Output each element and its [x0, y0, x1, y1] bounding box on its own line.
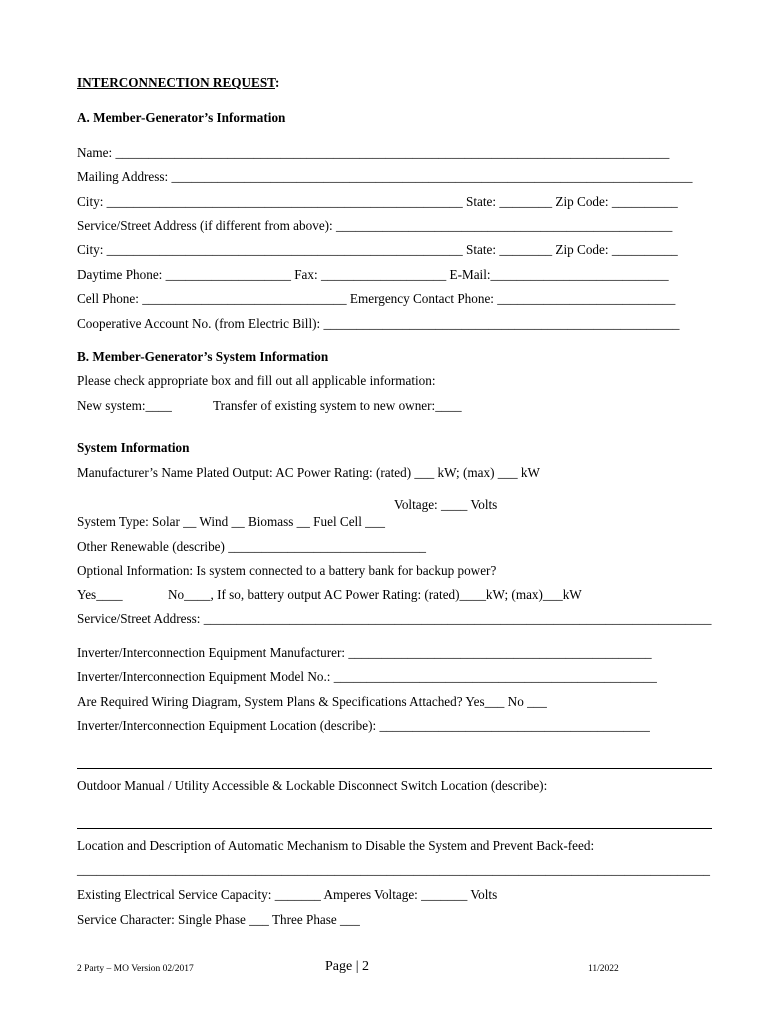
automatic-mechanism-label: Location and Description of Automatic Mechanism to Disable the System and Prevent Back-feed: — [77, 838, 595, 853]
phone-fax-email-field[interactable]: Daytime Phone: ___________________ Fax: ___________________ E-Mail:___________________________ — [77, 267, 669, 282]
system-type-field[interactable]: System Type: Solar __ Wind __ Biomass __ Fuel Cell ___ — [77, 514, 385, 529]
disconnect-location-label: Outdoor Manual / Utility Accessible & Lockable Disconnect Switch Location (describe): — [77, 778, 548, 793]
automatic-mechanism-blank[interactable]: ________________________________________________________________________________________________ — [77, 862, 710, 877]
inverter-manufacturer-field[interactable]: Inverter/Interconnection Equipment Manufacturer: ______________________________________________ — [77, 645, 652, 660]
cell-emergency-phone-field[interactable]: Cell Phone: _______________________________ Emergency Contact Phone: ___________________________ — [77, 291, 676, 306]
service-city-state-zip-field[interactable]: City: ______________________________________________________ State: ________ Zip Code: __________ — [77, 242, 678, 257]
other-renewable-field[interactable]: Other Renewable (describe) ______________________________ — [77, 539, 427, 554]
service-address-field[interactable]: Service/Street Address (if different from above): ___________________________________________________ — [77, 218, 673, 233]
new-system-field[interactable]: New system:____ — [77, 398, 172, 413]
inverter-location-field[interactable]: Inverter/Interconnection Equipment Location (describe): _________________________________________ — [77, 718, 650, 733]
section-b-title: B. Member-Generator’s System Information — [77, 349, 329, 364]
service-capacity-field[interactable]: Existing Electrical Service Capacity: _______ Amperes Voltage: _______ Volts — [77, 887, 498, 902]
heading-text: INTERCONNECTION REQUEST — [77, 75, 275, 90]
inverter-location-blank-line[interactable] — [77, 768, 712, 769]
service-character-field[interactable]: Service Character: Single Phase ___ Three Phase ___ — [77, 912, 360, 927]
attachments-field[interactable]: Are Required Wiring Diagram, System Plans & Specifications Attached? Yes___ No ___ — [77, 694, 547, 709]
disconnect-location-blank-line[interactable] — [77, 828, 712, 829]
footer-page-number: Page | 2 — [325, 959, 370, 974]
section-a-title: A. Member-Generator’s Information — [77, 110, 286, 125]
battery-question: Optional Information: Is system connected to a battery bank for backup power? — [77, 563, 497, 578]
system-service-address-field[interactable]: Service/Street Address: _____________________________________________________________________________ — [77, 611, 712, 626]
section-b-instruction: Please check appropriate box and fill out all applicable information: — [77, 373, 436, 388]
name-field[interactable]: Name: ____________________________________________________________________________________ — [77, 145, 670, 160]
footer-date: 11/2022 — [588, 964, 619, 974]
system-information-title: System Information — [77, 440, 190, 455]
power-rating-field[interactable]: Manufacturer’s Name Plated Output: AC Power Rating: (rated) ___ kW; (max) ___ kW — [77, 465, 540, 480]
account-number-field[interactable]: Cooperative Account No. (from Electric Bill): ______________________________________________________ — [77, 316, 680, 331]
mailing-address-field[interactable]: Mailing Address: _______________________________________________________________________________ — [77, 169, 693, 184]
transfer-system-field[interactable]: Transfer of existing system to new owner:____ — [213, 398, 462, 413]
inverter-model-field[interactable]: Inverter/Interconnection Equipment Model No.: _________________________________________________ — [77, 669, 657, 684]
footer-version: 2 Party – MO Version 02/2017 — [77, 964, 194, 974]
heading-colon: : — [274, 75, 280, 90]
city-state-zip-field[interactable]: City: ______________________________________________________ State: ________ Zip Code: __________ — [77, 194, 678, 209]
voltage-field[interactable]: Voltage: ____ Volts — [394, 497, 498, 512]
battery-no-rating-field[interactable]: No____, If so, battery output AC Power Rating: (rated)____kW; (max)___kW — [168, 587, 582, 602]
form-heading — [77, 75, 279, 91]
battery-yes-field[interactable]: Yes____ — [77, 587, 123, 602]
